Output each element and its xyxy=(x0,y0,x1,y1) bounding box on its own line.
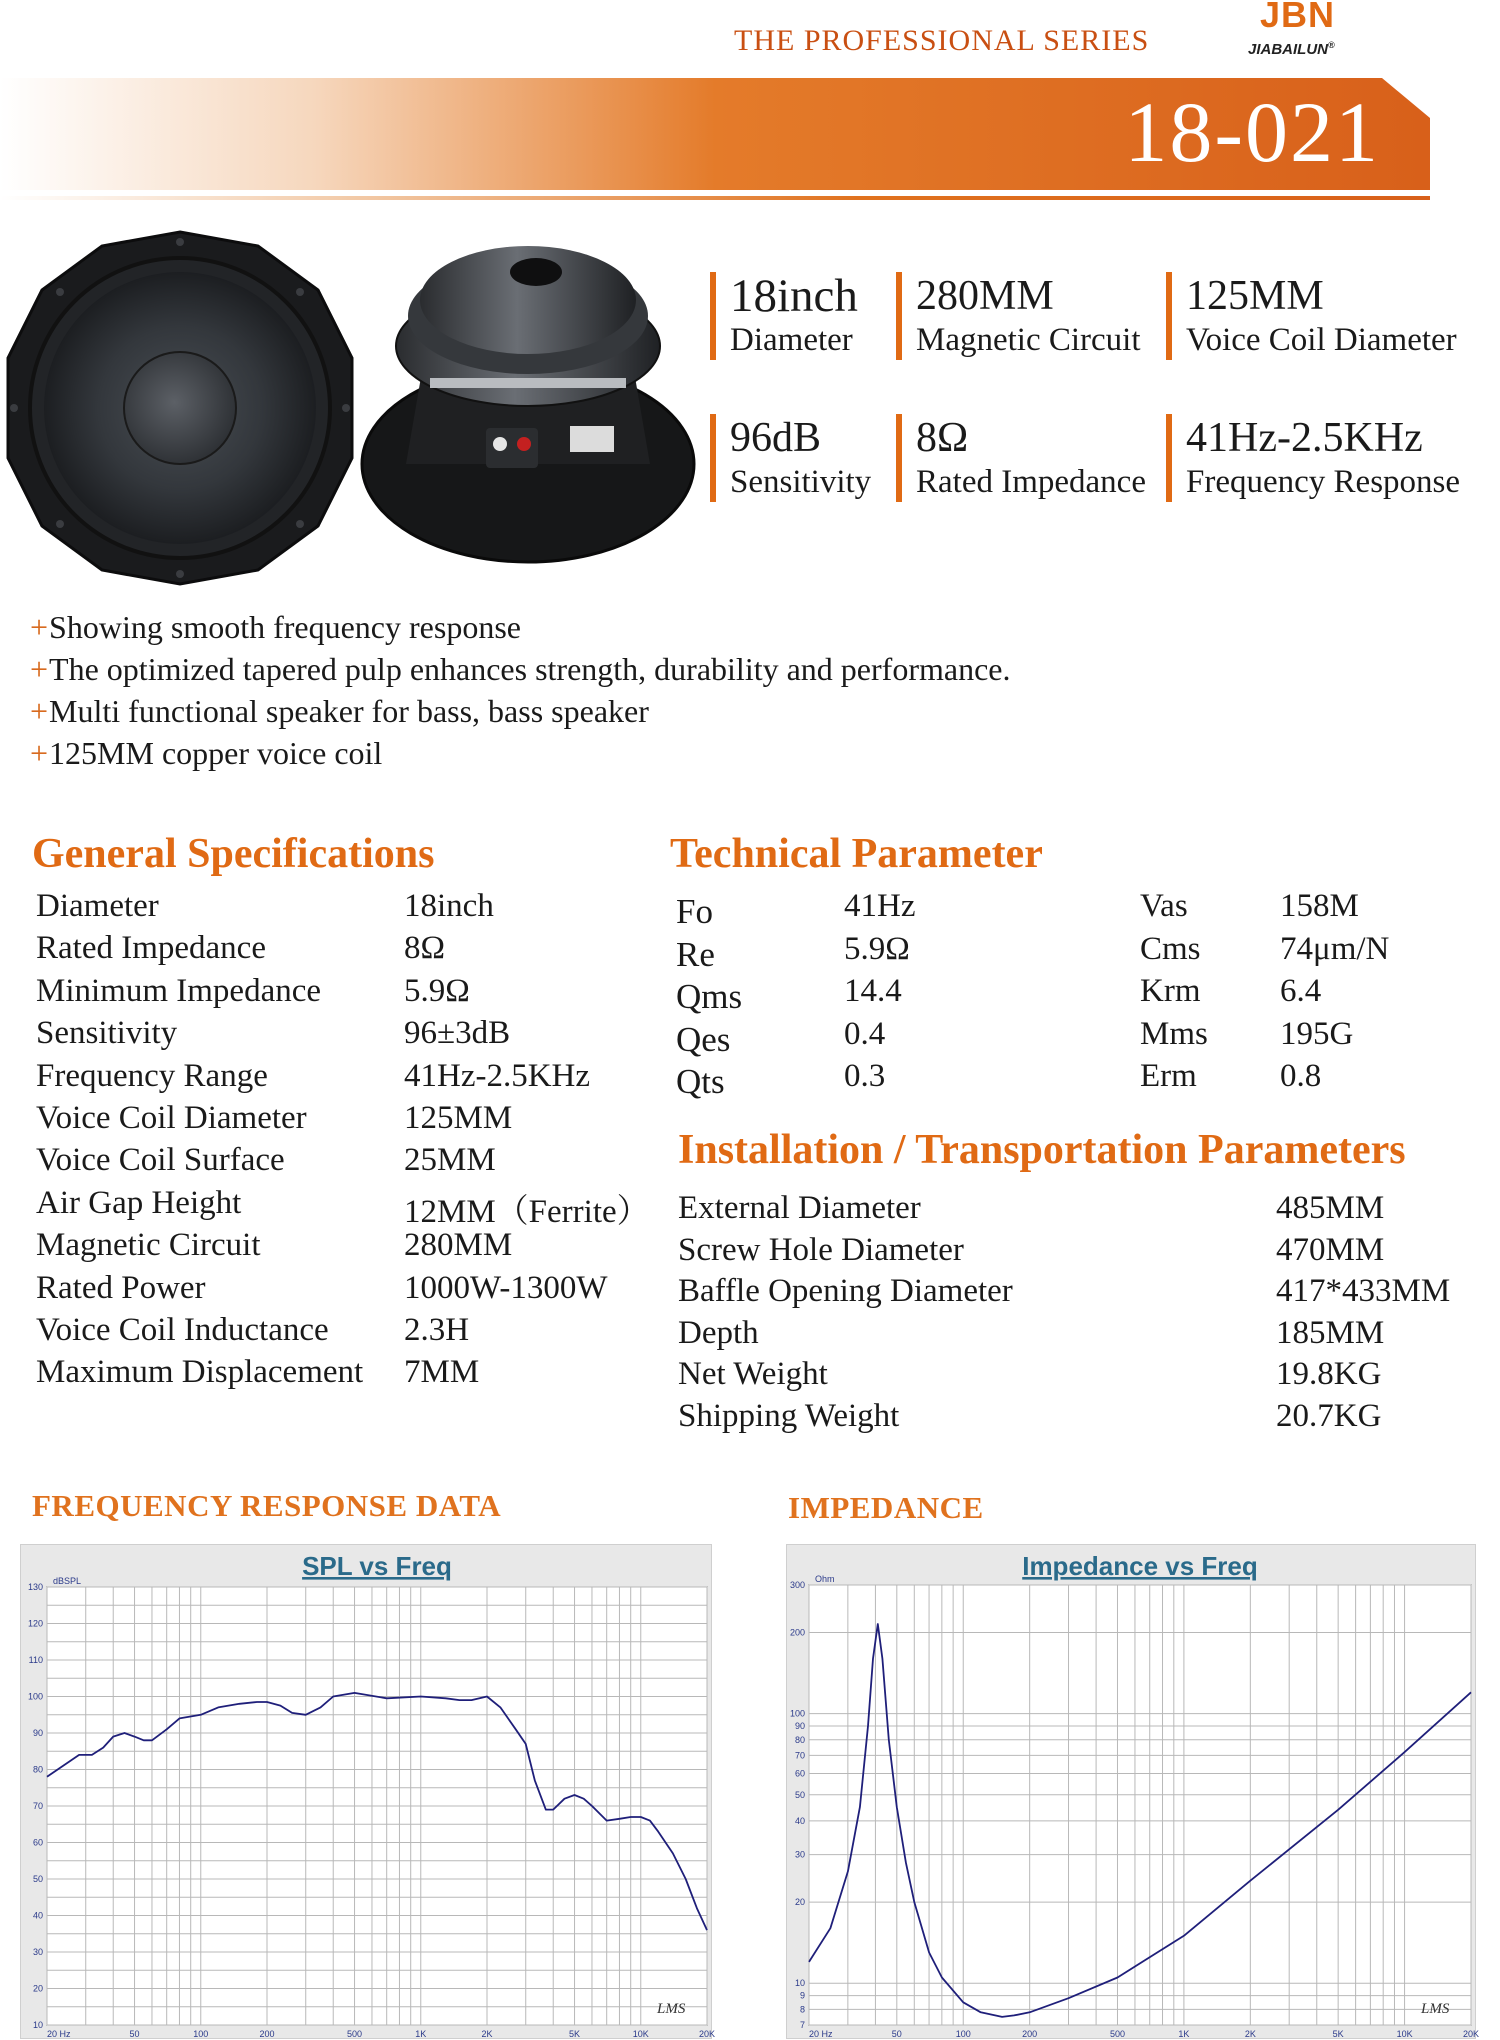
y-tick-label: 200 xyxy=(789,1627,805,1638)
impedance-chart-svg xyxy=(787,1545,1480,2040)
y-tick-label: 70 xyxy=(32,1801,43,1811)
highlight-label: Frequency Response xyxy=(1186,464,1461,500)
lms-watermark: LMS xyxy=(657,2001,686,2017)
impedance-title: IMPEDANCE xyxy=(788,1490,984,1525)
general-spec-label: Voice Coil Diameter xyxy=(36,1100,307,1136)
y-tick-label: 10 xyxy=(794,1978,805,1989)
general-spec-label: Frequency Range xyxy=(36,1057,268,1094)
highlight-value: 125MM xyxy=(1186,273,1324,319)
general-spec-value: 5.9Ω xyxy=(404,972,470,1009)
spl-chart xyxy=(20,1544,716,2039)
x-tick-label: 200 xyxy=(1022,2029,1038,2039)
y-tick-label: 40 xyxy=(794,1815,805,1826)
general-spec-value: 96±3dB xyxy=(404,1015,511,1052)
y-tick-label: 130 xyxy=(27,1582,43,1592)
technical-param-value: 14.4 xyxy=(844,973,902,1010)
x-tick-label: 50 xyxy=(129,2029,140,2039)
y-tick-label: 50 xyxy=(794,1789,805,1800)
technical-param-label2: Cms xyxy=(1140,930,1201,967)
y-tick-label: 40 xyxy=(32,1910,43,1921)
general-spec-value: 41Hz-2.5KHz xyxy=(404,1057,591,1094)
highlight-label: Magnetic Circuit xyxy=(916,322,1141,358)
y-tick-label: 10 xyxy=(32,2020,43,2030)
highlight-label: Voice Coil Diameter xyxy=(1186,322,1457,358)
x-tick-label: 500 xyxy=(1109,2029,1125,2039)
install-param-value: 485MM xyxy=(1276,1190,1385,1226)
highlight-value: 18inch xyxy=(730,270,858,322)
general-spec-label: Air Gap Height xyxy=(36,1184,242,1221)
general-spec-label: Sensitivity xyxy=(36,1015,178,1052)
general-spec-label: Diameter xyxy=(36,888,159,924)
logo-mark: JBN xyxy=(1260,0,1336,35)
y-tick-label: 80 xyxy=(32,1764,43,1775)
general-spec-value: 1000W-1300W xyxy=(404,1269,608,1306)
feature-list xyxy=(30,606,1010,774)
technical-param-value2: 195G xyxy=(1280,1015,1354,1052)
y-tick-label: 50 xyxy=(32,1874,43,1884)
feature-plus: + xyxy=(30,609,49,645)
key-highlights xyxy=(710,272,1500,532)
technical-param-label: Fo xyxy=(676,892,713,931)
technical-param-value: 0.3 xyxy=(844,1058,886,1095)
feature-text: The optimized tapered pulp enhances strength, durability and performance. xyxy=(49,651,1011,687)
general-spec-label: Maximum Displacement xyxy=(36,1354,364,1391)
technical-param-value: 41Hz xyxy=(844,888,916,924)
general-spec-label: Voice Coil Surface xyxy=(36,1142,285,1179)
y-tick-label: 90 xyxy=(32,1728,43,1738)
feature-plus: + xyxy=(30,651,49,687)
install-param-value: 20.7KG xyxy=(1276,1398,1382,1434)
feature-text: Showing smooth frequency response xyxy=(49,609,521,645)
general-spec-label: Rated Impedance xyxy=(36,930,266,967)
x-tick-label: 20 Hz xyxy=(47,2029,71,2039)
y-tick-label: 30 xyxy=(32,1947,43,1957)
feature-item xyxy=(30,648,1010,690)
x-tick-label: 10K xyxy=(1396,2029,1413,2039)
y-tick-label: 20 xyxy=(32,1983,43,1994)
general-specs-title: General Specifications xyxy=(32,831,435,877)
install-param-label: Screw Hole Diameter xyxy=(678,1231,964,1268)
install-param-label: Baffle Opening Diameter xyxy=(678,1273,1013,1310)
lms-watermark: LMS xyxy=(1421,2001,1450,2017)
chart-title: SPL vs Freq xyxy=(302,1551,452,1581)
x-tick-label: 5K xyxy=(569,2029,581,2039)
technical-param-label: Qms xyxy=(676,977,743,1017)
x-tick-label: 200 xyxy=(259,2029,275,2039)
feature-text: 125MM copper voice coil xyxy=(49,735,383,771)
install-param-value: 417*433MM xyxy=(1276,1273,1451,1310)
highlight-label: Sensitivity xyxy=(730,464,872,500)
x-tick-label: 20K xyxy=(1462,2029,1480,2039)
x-tick-label: 50 xyxy=(891,2029,902,2039)
highlight-magnetic-circuit xyxy=(896,272,1141,360)
technical-param-label2: Krm xyxy=(1140,973,1201,1010)
y-tick-label: 300 xyxy=(789,1580,805,1590)
model-number: 18-021 xyxy=(1124,84,1380,180)
general-spec-value: 2.3H xyxy=(404,1312,470,1348)
y-tick-label: 70 xyxy=(794,1750,805,1761)
x-tick-label: 2K xyxy=(1244,2029,1256,2039)
highlight-value: 96dB xyxy=(730,415,822,461)
feature-plus: + xyxy=(30,693,49,729)
y-tick-label: 80 xyxy=(794,1734,805,1745)
highlight-sensitivity xyxy=(710,414,871,502)
technical-param-value2: 158M xyxy=(1280,888,1359,924)
speaker-back-photo xyxy=(356,228,700,568)
general-spec-value: 12MM（Ferrite） xyxy=(404,1193,650,1230)
header-rule xyxy=(0,196,1430,200)
technical-param-label: Re xyxy=(676,934,715,974)
y-tick-label: 100 xyxy=(27,1691,43,1702)
spl-chart-svg xyxy=(21,1545,716,2040)
general-spec-value: 280MM xyxy=(404,1227,513,1264)
y-tick-label: 100 xyxy=(789,1708,805,1719)
y-axis-label: dBSPL xyxy=(53,1576,82,1586)
feature-item xyxy=(30,606,1010,648)
y-axis-label: Ohm xyxy=(815,1574,835,1584)
install-param-label: External Diameter xyxy=(678,1190,921,1226)
x-tick-label: 1K xyxy=(415,2029,427,2039)
brand-logo xyxy=(1248,0,1388,62)
x-tick-label: 10K xyxy=(632,2029,649,2039)
y-tick-label: 120 xyxy=(27,1618,43,1629)
technical-param-label2: Mms xyxy=(1140,1015,1208,1052)
plot-area xyxy=(809,1585,1471,2025)
install-param-value: 19.8KG xyxy=(1276,1356,1382,1393)
technical-parameter-title: Technical Parameter xyxy=(670,831,1043,877)
logo-text xyxy=(1248,40,1335,58)
impedance-chart xyxy=(786,1544,1480,2039)
highlight-value: 8Ω xyxy=(916,415,969,461)
highlight-diameter xyxy=(710,272,858,360)
highlight-frequency xyxy=(1166,414,1460,502)
feature-item xyxy=(30,690,1010,732)
y-tick-label: 90 xyxy=(794,1720,805,1731)
technical-param-label: Qts xyxy=(676,1062,725,1102)
x-tick-label: 100 xyxy=(955,2029,971,2039)
speaker-front-photo xyxy=(0,228,360,588)
x-tick-label: 20K xyxy=(698,2029,716,2039)
technical-param-label2: Vas xyxy=(1140,888,1188,924)
y-tick-label: 8 xyxy=(799,2004,805,2015)
x-tick-label: 5K xyxy=(1332,2029,1344,2039)
series-title: THE PROFESSIONAL SERIES xyxy=(734,24,1150,57)
x-tick-label: 1K xyxy=(1178,2029,1190,2039)
technical-param-value2: 0.8 xyxy=(1280,1058,1322,1095)
y-tick-label: 20 xyxy=(794,1897,805,1908)
y-tick-label: 7 xyxy=(799,2020,805,2030)
technical-param-value: 5.9Ω xyxy=(844,930,910,967)
x-tick-label: 2K xyxy=(481,2029,493,2039)
x-tick-label: 100 xyxy=(193,2029,209,2039)
logo-brand-name: JIABAILUN xyxy=(1248,41,1329,58)
registered-mark: ® xyxy=(1328,40,1335,50)
technical-param-value: 0.4 xyxy=(844,1015,886,1052)
highlight-voice-coil xyxy=(1166,272,1457,360)
general-spec-value: 8Ω xyxy=(404,930,446,967)
general-spec-value: 125MM xyxy=(404,1100,513,1136)
general-spec-value: 25MM xyxy=(404,1142,496,1179)
highlight-label: Rated Impedance xyxy=(916,464,1146,500)
install-param-label: Net Weight xyxy=(678,1356,828,1393)
highlight-value: 41Hz-2.5KHz xyxy=(1186,415,1423,461)
x-tick-label: 500 xyxy=(347,2029,363,2039)
install-param-value: 185MM xyxy=(1276,1314,1385,1351)
general-spec-label: Voice Coil Inductance xyxy=(36,1312,329,1348)
install-param-label: Shipping Weight xyxy=(678,1398,900,1434)
technical-param-value2: 6.4 xyxy=(1280,973,1322,1010)
install-param-label: Depth xyxy=(678,1314,759,1351)
feature-plus: + xyxy=(30,735,49,771)
general-spec-value: 18inch xyxy=(404,888,494,924)
general-spec-label: Rated Power xyxy=(36,1269,206,1306)
technical-param-label2: Erm xyxy=(1140,1058,1197,1095)
chart-title: Impedance vs Freq xyxy=(1022,1551,1258,1581)
x-tick-label: 20 Hz xyxy=(809,2029,833,2039)
technical-param-value2: 74μm/N xyxy=(1280,930,1390,967)
general-spec-value: 7MM xyxy=(404,1354,480,1391)
general-spec-label: Minimum Impedance xyxy=(36,972,322,1009)
feature-item xyxy=(30,732,1010,774)
highlight-impedance xyxy=(896,414,1146,502)
y-tick-label: 110 xyxy=(28,1655,43,1665)
y-tick-label: 9 xyxy=(799,1990,805,2001)
frequency-response-title: FREQUENCY RESPONSE DATA xyxy=(32,1488,502,1523)
highlight-value: 280MM xyxy=(916,273,1054,319)
highlight-label: Diameter xyxy=(730,322,853,358)
technical-param-label: Qes xyxy=(676,1019,731,1059)
y-tick-label: 60 xyxy=(794,1768,805,1779)
install-param-value: 470MM xyxy=(1276,1231,1385,1268)
general-spec-label: Magnetic Circuit xyxy=(36,1227,261,1264)
installation-title: Installation / Transportation Parameters xyxy=(678,1127,1406,1173)
y-tick-label: 30 xyxy=(794,1849,805,1860)
feature-text: Multi functional speaker for bass, bass speaker xyxy=(49,693,649,729)
y-tick-label: 60 xyxy=(32,1837,43,1848)
